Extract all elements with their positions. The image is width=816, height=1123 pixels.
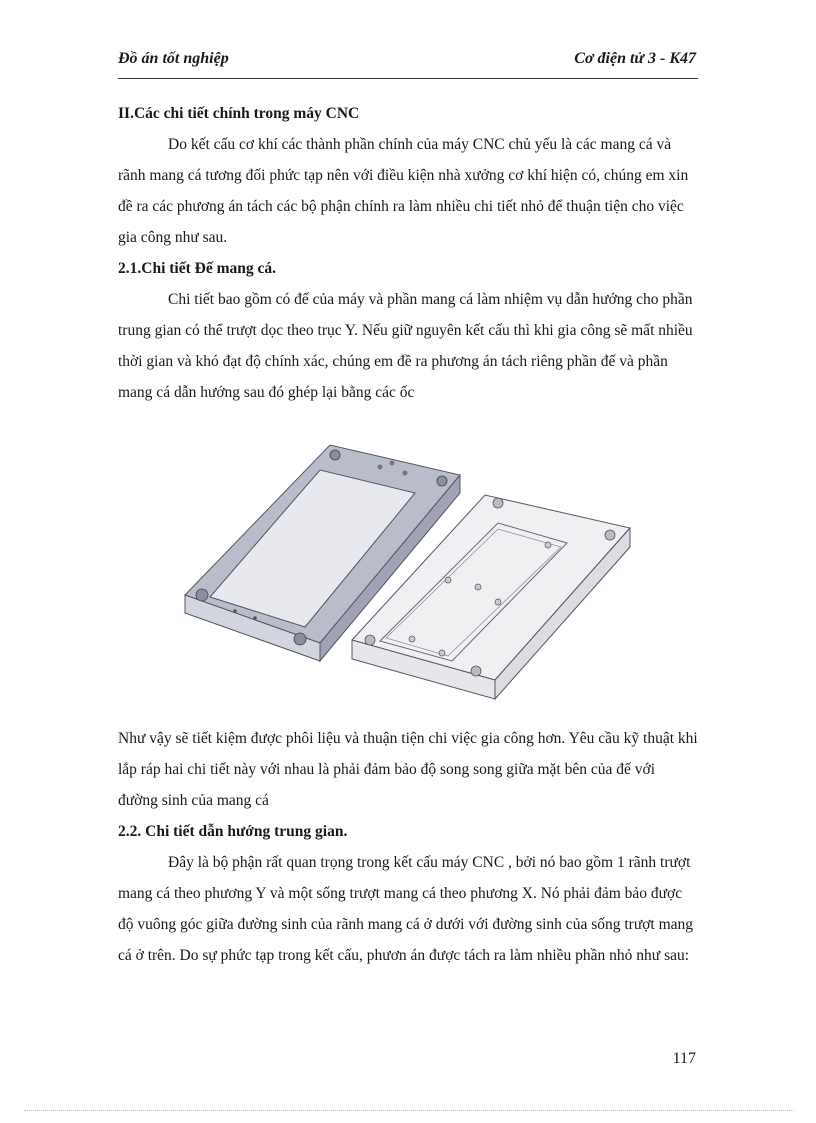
footer-rule <box>24 1110 794 1111</box>
after-figure-paragraph: Như vậy sẽ tiết kiệm được phôi liệu và thuận tiện chi việc gia công hơn. Yêu cầu kỹ thuật khi lắp ráp hai chi tiết này với nhau là phải đảm bảo độ song song giữa mặt bên của đế với đường sinh của mang cá <box>118 730 698 809</box>
header-title-left: Đồ án tốt nghiệp <box>118 50 229 67</box>
header-title-right: Cơ điện tử 3 - K47 <box>574 50 696 67</box>
figure-dovetail-base-parts <box>180 435 640 705</box>
subsection-1-paragraph: Chi tiết bao gồm có đế của máy và phần mang cá làm nhiệm vụ dẫn hướng cho phần trung gian có thể trượt dọc theo trục Y. Nếu giữ nguyên kết cấu thì khi gia công sẽ mất nhiều thời gian và khó đạt độ chính xác, chúng em đề ra phương án tách riêng phần đế và phần mang cá dẫn hướng sau đó ghép lại bằng các ốc <box>118 291 693 401</box>
page-number: 117 <box>672 1050 696 1067</box>
subsection-1-title: 2.1.Chi tiết Đế mang cá. <box>118 260 276 277</box>
intro-paragraph: Do kết cấu cơ khí các thành phần chính của máy CNC chủ yếu là các mang cá và rãnh mang cá tương đối phức tạp nên với điều kiện nhà xưởng cơ khí hiện có, chúng em xin đề ra các phương án tách các bộ phận chính ra làm nhiều chi tiết nhỏ để thuận tiện cho việc gia công như sau. <box>118 136 689 246</box>
section-title: II.Các chi tiết chính trong máy CNC <box>118 105 360 122</box>
subsection-2-title: 2.2. Chi tiết dẫn hướng trung gian. <box>118 823 348 840</box>
subsection-2-paragraph: Đây là bộ phận rất quan trọng trong kết cấu máy CNC , bởi nó bao gồm 1 rãnh trượt mang cá theo phương Y và một sống trượt mang cá theo phương X. Nó phải đảm bảo được độ vuông góc giữa đường sinh của rãnh mang cá ở dưới với đường sinh của sống trượt mang cá ở trên. Do sự phức tạp trong kết cấu, phươn án được tách ra làm nhiều phần nhỏ như sau: <box>118 854 694 964</box>
header-rule <box>118 78 698 79</box>
